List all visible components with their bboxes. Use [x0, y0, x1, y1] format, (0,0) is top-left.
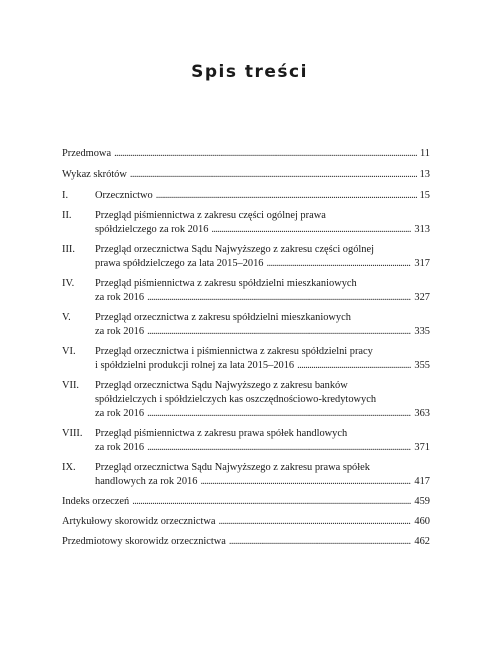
toc-entry-title: Przegląd piśmiennictwa z zakresu części ogólnej prawa	[95, 210, 326, 221]
toc-entry-title: Przegląd orzecznictwa Sądu Najwyższego z zakresu banków	[95, 380, 348, 391]
toc-entry-page-number: 363	[414, 408, 430, 419]
toc-entry-number: VIII.	[62, 428, 83, 439]
dot-leader	[211, 224, 411, 235]
dot-leader	[200, 476, 411, 487]
toc-entry-number: V.	[62, 312, 71, 323]
toc-entry-page-number: 327	[414, 292, 430, 303]
toc-entry-page-number: 317	[414, 258, 430, 269]
toc-entry-page-number: 355	[414, 360, 430, 371]
toc-entry-title: Przegląd orzecznictwa z zakresu spółdzielni mieszkaniowych	[95, 312, 351, 323]
toc-entry-title: handlowych za rok 2016	[95, 476, 198, 487]
toc-entry[interactable]	[62, 312, 430, 340]
toc-entry-title: Przegląd piśmiennictwa z zakresu spółdzielni mieszkaniowych	[95, 278, 357, 289]
dot-leader	[147, 442, 411, 453]
toc-entry-number: VI.	[62, 346, 76, 357]
toc-entry[interactable]	[62, 169, 430, 183]
toc-entry[interactable]	[62, 190, 430, 204]
toc-entry[interactable]	[62, 278, 430, 306]
toc-entry-title: Przegląd piśmiennictwa z zakresu prawa spółek handlowych	[95, 428, 348, 439]
dot-leader	[229, 536, 412, 547]
toc-entry-title: Przegląd orzecznictwa Sądu Najwyższego z zakresu części ogólnej	[95, 244, 374, 255]
toc-entry[interactable]	[62, 244, 430, 272]
toc-entry-page-number: 15	[419, 190, 430, 201]
dot-leader	[147, 292, 411, 303]
toc-entry-page-number: 462	[414, 536, 430, 547]
table-of-contents	[62, 148, 430, 550]
dot-leader	[132, 496, 411, 507]
toc-entry-page-number: 335	[414, 326, 430, 337]
toc-entry[interactable]	[62, 380, 430, 422]
toc-entry[interactable]	[62, 210, 430, 238]
toc-entry-title: spółdzielczych i spółdzielczych kas oszczędnościowo-kredytowych	[95, 394, 377, 405]
toc-entry-page-number: 13	[419, 169, 430, 180]
toc-entry-title: Przegląd orzecznictwa Sądu Najwyższego z zakresu prawa spółek	[95, 462, 370, 473]
dot-leader	[114, 148, 417, 159]
toc-entry-title: Wykaz skrótów	[62, 169, 127, 180]
toc-entry-page-number: 313	[414, 224, 430, 235]
toc-entry[interactable]	[62, 462, 430, 490]
toc-entry-number: IX.	[62, 462, 76, 473]
toc-entry-title: Artykułowy skorowidz orzecznictwa	[62, 516, 216, 527]
toc-entry-title: Indeks orzeczeń	[62, 496, 130, 507]
dot-leader	[219, 516, 412, 527]
dot-leader	[267, 258, 412, 269]
toc-entry-title: Przedmiotowy skorowidz orzecznictwa	[62, 536, 226, 547]
toc-entry[interactable]	[62, 516, 430, 530]
toc-entry-page-number: 371	[414, 442, 430, 453]
toc-entry-page-number: 417	[414, 476, 430, 487]
toc-entry-title: za rok 2016	[95, 292, 145, 303]
dot-leader	[297, 360, 411, 371]
toc-entry[interactable]	[62, 428, 430, 456]
toc-entry-number: III.	[62, 244, 75, 255]
dot-leader	[130, 169, 417, 180]
dot-leader	[156, 190, 417, 201]
toc-entry-title: Orzecznictwo	[95, 190, 153, 201]
page-title: Spis treści	[191, 62, 308, 82]
dot-leader	[147, 326, 411, 337]
toc-entry-title: prawa spółdzielczego za lata 2015–2016	[95, 258, 264, 269]
toc-entry-title: za rok 2016	[95, 326, 145, 337]
dot-leader	[147, 408, 411, 419]
toc-entry-title: i spółdzielni produkcji rolnej za lata 2015–2016	[95, 360, 295, 371]
toc-entry-number: VII.	[62, 380, 80, 391]
toc-entry-title: za rok 2016	[95, 442, 145, 453]
toc-entry-number: II.	[62, 210, 72, 221]
toc-entry-title: Przegląd orzecznictwa i piśmiennictwa z zakresu spółdzielni pracy	[95, 346, 373, 357]
toc-entry-number: IV.	[62, 278, 75, 289]
toc-entry-number: I.	[62, 190, 69, 201]
toc-entry-title: za rok 2016	[95, 408, 145, 419]
toc-entry-page-number: 460	[414, 516, 430, 527]
toc-entry[interactable]	[62, 148, 430, 162]
toc-entry[interactable]	[62, 346, 430, 374]
toc-entry-title: Przedmowa	[62, 148, 112, 159]
toc-entry[interactable]	[62, 496, 430, 510]
toc-entry-page-number: 459	[414, 496, 430, 507]
toc-entry[interactable]	[62, 536, 430, 550]
toc-entry-page-number: 11	[419, 148, 430, 159]
toc-entry-title: spółdzielczego za rok 2016	[95, 224, 209, 235]
